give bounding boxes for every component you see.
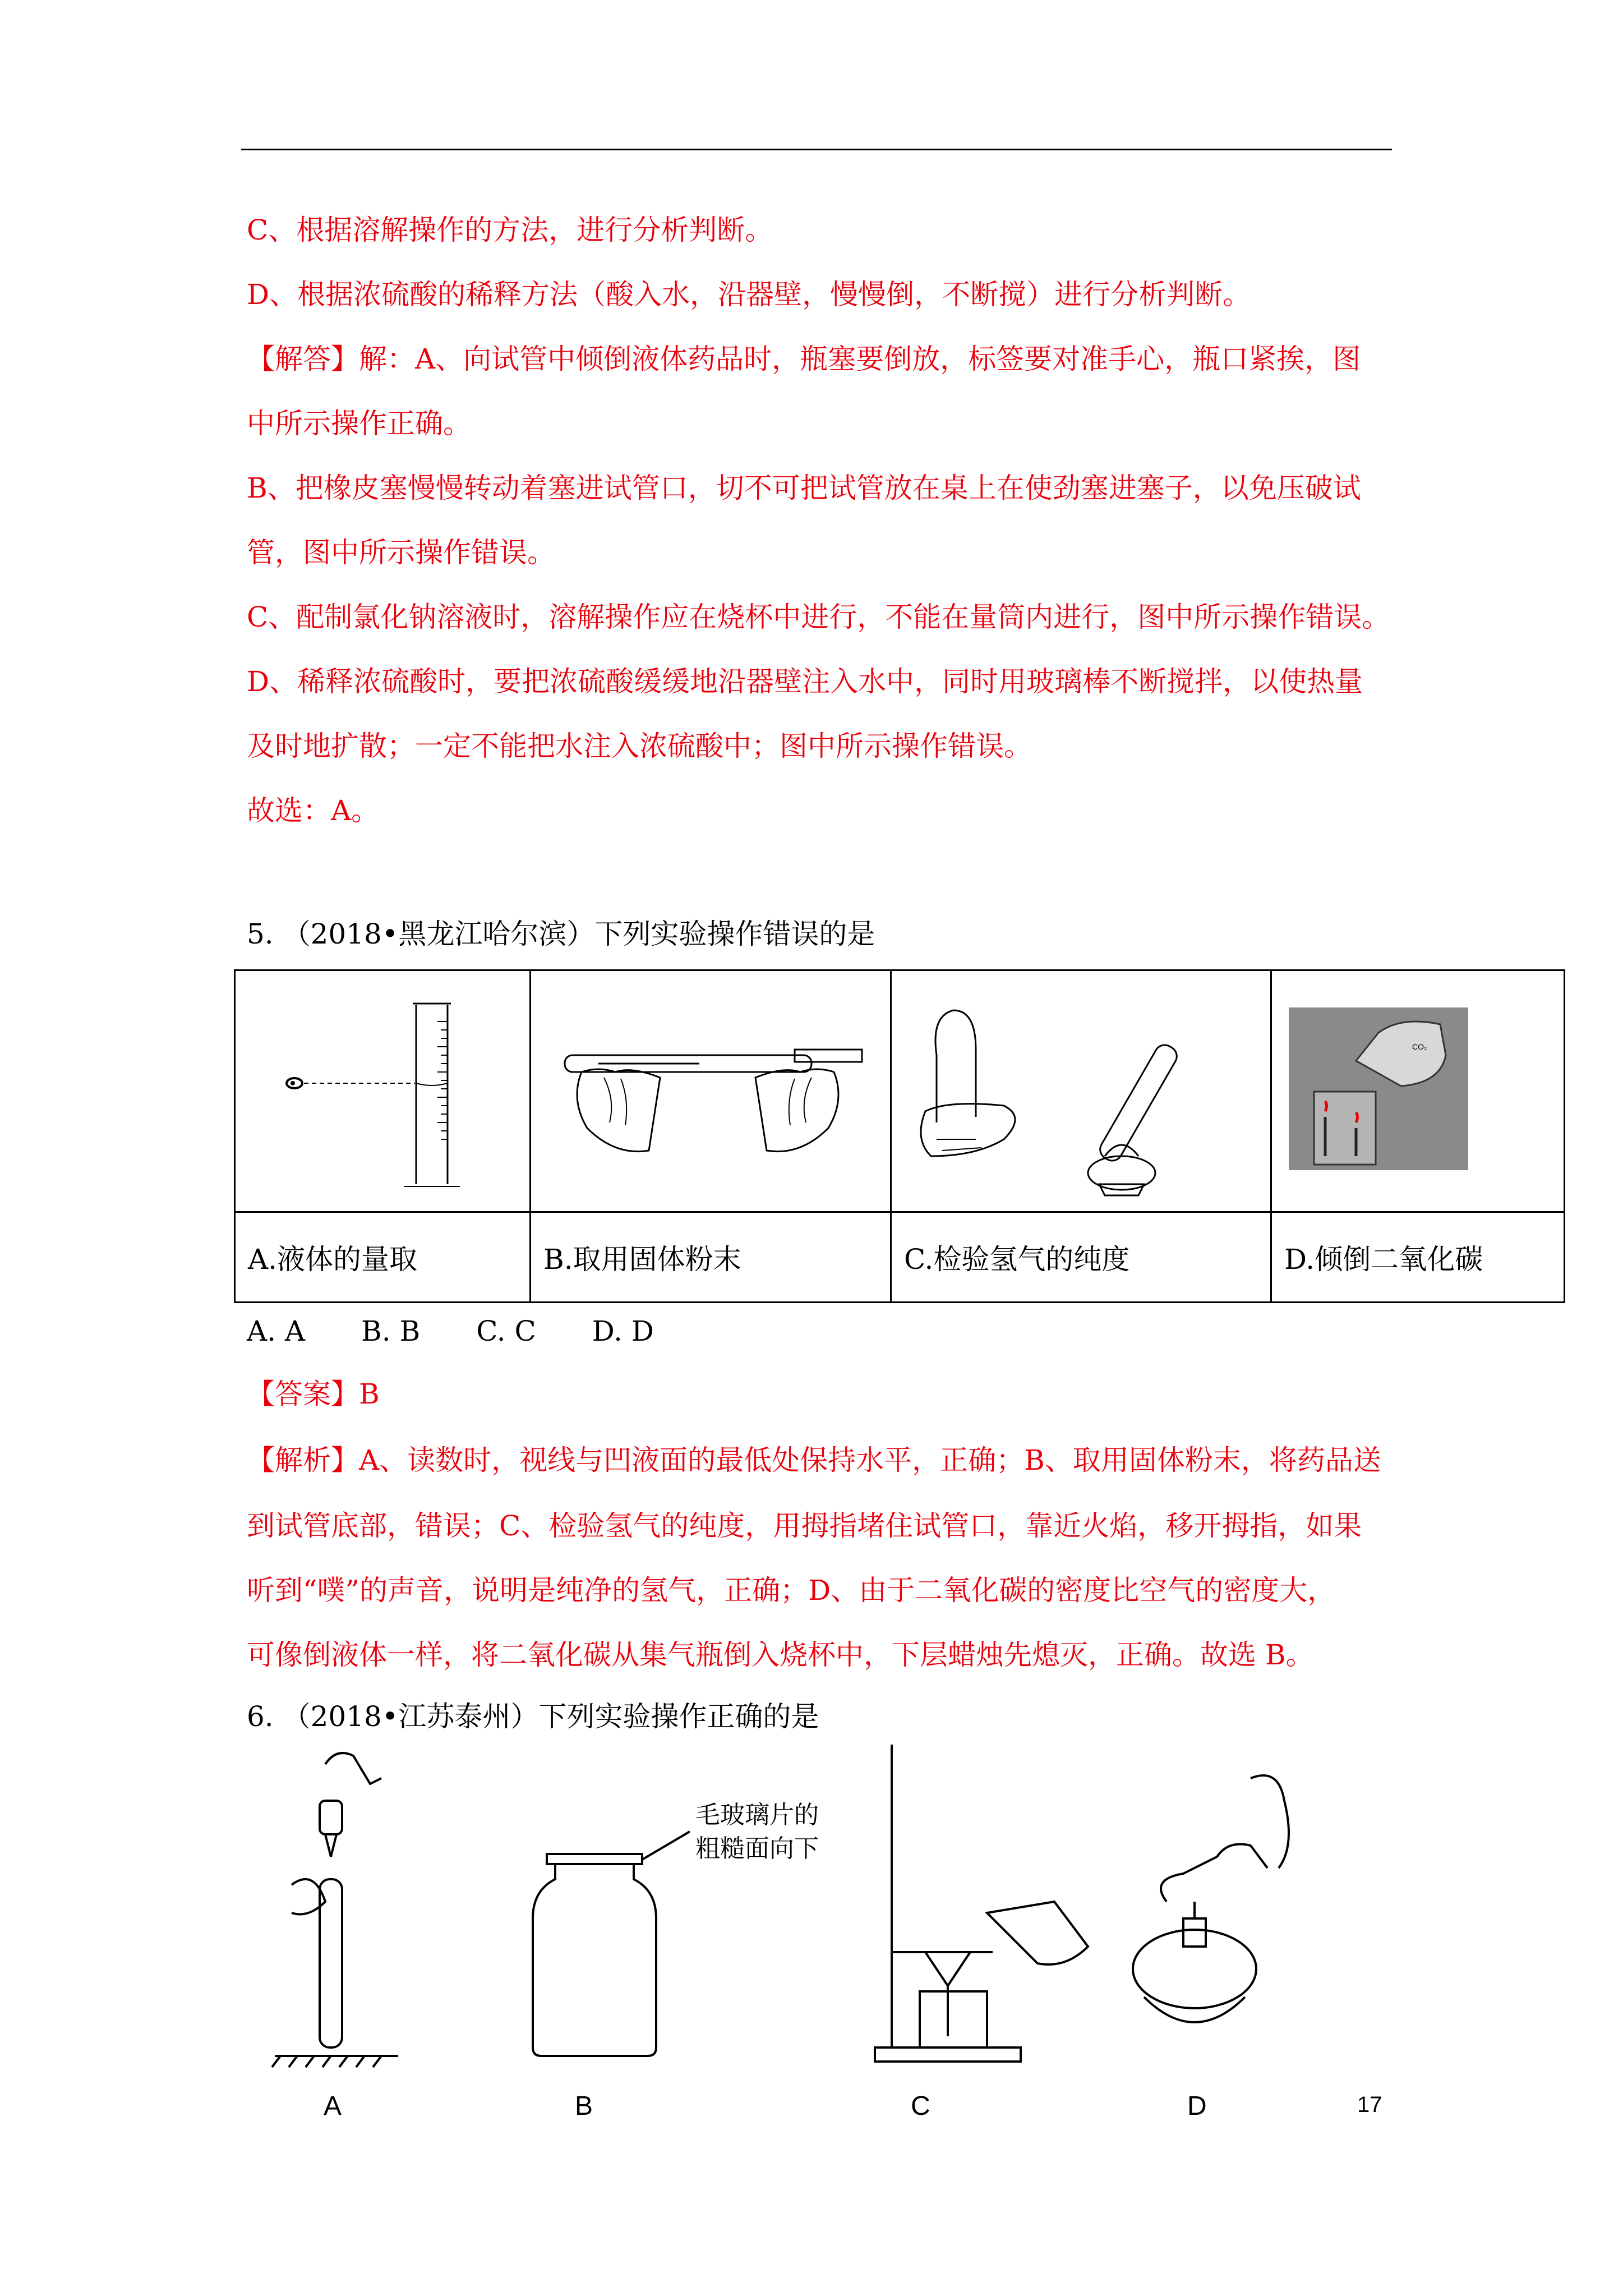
q5-figure-b: [531, 970, 891, 1212]
q5-answer: 【答案】B: [247, 1378, 380, 1410]
page-number: 17: [1357, 2092, 1382, 2117]
hands-holding-test-tube-illustration: [531, 971, 890, 1209]
answer-line-2: 中所示操作正确。: [247, 407, 471, 440]
svg-text:B: B: [575, 2091, 593, 2121]
q5-caption-c: C.检验氢气的纯度: [891, 1212, 1271, 1303]
analysis-line-c: C、根据溶解操作的方法，进行分析判断。: [247, 214, 773, 246]
answer-choice: 故选：A。: [247, 794, 380, 827]
q5-analysis-line-3: 听到“噗”的声音，说明是纯净的氢气，正确；D、由于二氧化碳的密度比空气的密度大，: [247, 1574, 1336, 1607]
q5-option-table: [234, 969, 1565, 1303]
svg-text:C: C: [911, 2091, 930, 2121]
q5-caption-d: D.倾倒二氧化碳: [1271, 1212, 1565, 1303]
q5-figure-d: [1271, 970, 1565, 1212]
svg-text:粗糙面向下: 粗糙面向下: [695, 1835, 819, 1862]
svg-text:毛玻璃片的: 毛玻璃片的: [695, 1801, 819, 1829]
pour-co2-illustration: [1272, 971, 1564, 1209]
answer-line-1: 【解答】解：A、向试管中倾倒液体药品时，瓶塞要倒放，标签要对准手心，瓶口紧挨，图: [247, 343, 1361, 375]
graduated-cylinder-reading-illustration: [236, 971, 529, 1209]
hydrogen-purity-test-illustration: [892, 971, 1270, 1209]
svg-text:CO₂: CO₂: [1412, 1042, 1427, 1051]
q5-stem: 5. （2018•黑龙江哈尔滨）下列实验操作错误的是: [247, 918, 875, 950]
answer-line-5: C、配制氯化钠溶液时，溶解操作应在烧杯中进行，不能在量筒内进行，图中所示操作错误。: [247, 601, 1390, 633]
svg-text:A: A: [324, 2091, 342, 2121]
q5-analysis-line-1: 【解析】A、读数时，视线与凹液面的最低处保持水平，正确；B、取用固体粉末，将药品送: [247, 1444, 1381, 1476]
analysis-line-d: D、根据浓硫酸的稀释方法（酸入水，沿器壁，慢慢倒，不断搅）进行分析判断。: [247, 278, 1251, 311]
q5-figure-a: [235, 970, 531, 1212]
answer-line-6: D、稀释浓硫酸时，要把浓硫酸缓缓地沿器壁注入水中，同时用玻璃棒不断搅拌，以使热量: [247, 665, 1363, 698]
answer-line-4: 管，图中所示操作错误。: [247, 536, 555, 569]
answer-line-7: 及时地扩散；一定不能把水注入浓硫酸中；图中所示操作错误。: [247, 730, 1032, 762]
q5-figure-c: [891, 970, 1271, 1212]
q5-options: A. A B. B C. C D. D: [247, 1315, 654, 1347]
q5-analysis-line-2: 到试管底部，错误；C、检验氢气的纯度，用拇指堵住试管口，靠近火焰，移开拇指，如果: [247, 1510, 1362, 1542]
q5-caption-a: A.液体的量取: [235, 1212, 531, 1303]
svg-text:D: D: [1187, 2091, 1207, 2121]
q6-stem: 6. （2018•江苏泰州）下列实验操作正确的是: [247, 1700, 819, 1733]
answer-line-3: B、把橡皮塞慢慢转动着塞进试管口，切不可把试管放在桌上在使劲塞进塞子，以免压破试: [247, 472, 1361, 504]
q6-figure: [241, 1733, 1340, 2121]
q5-analysis-line-4: 可像倒液体一样，将二氧化碳从集气瓶倒入烧杯中，下层蜡烛先熄灭，正确。故选 B。: [247, 1639, 1314, 1671]
q5-caption-b: B.取用固体粉末: [531, 1212, 891, 1303]
header-rule: [241, 149, 1392, 150]
q6-lab-operations-illustration: [241, 1733, 1340, 2121]
